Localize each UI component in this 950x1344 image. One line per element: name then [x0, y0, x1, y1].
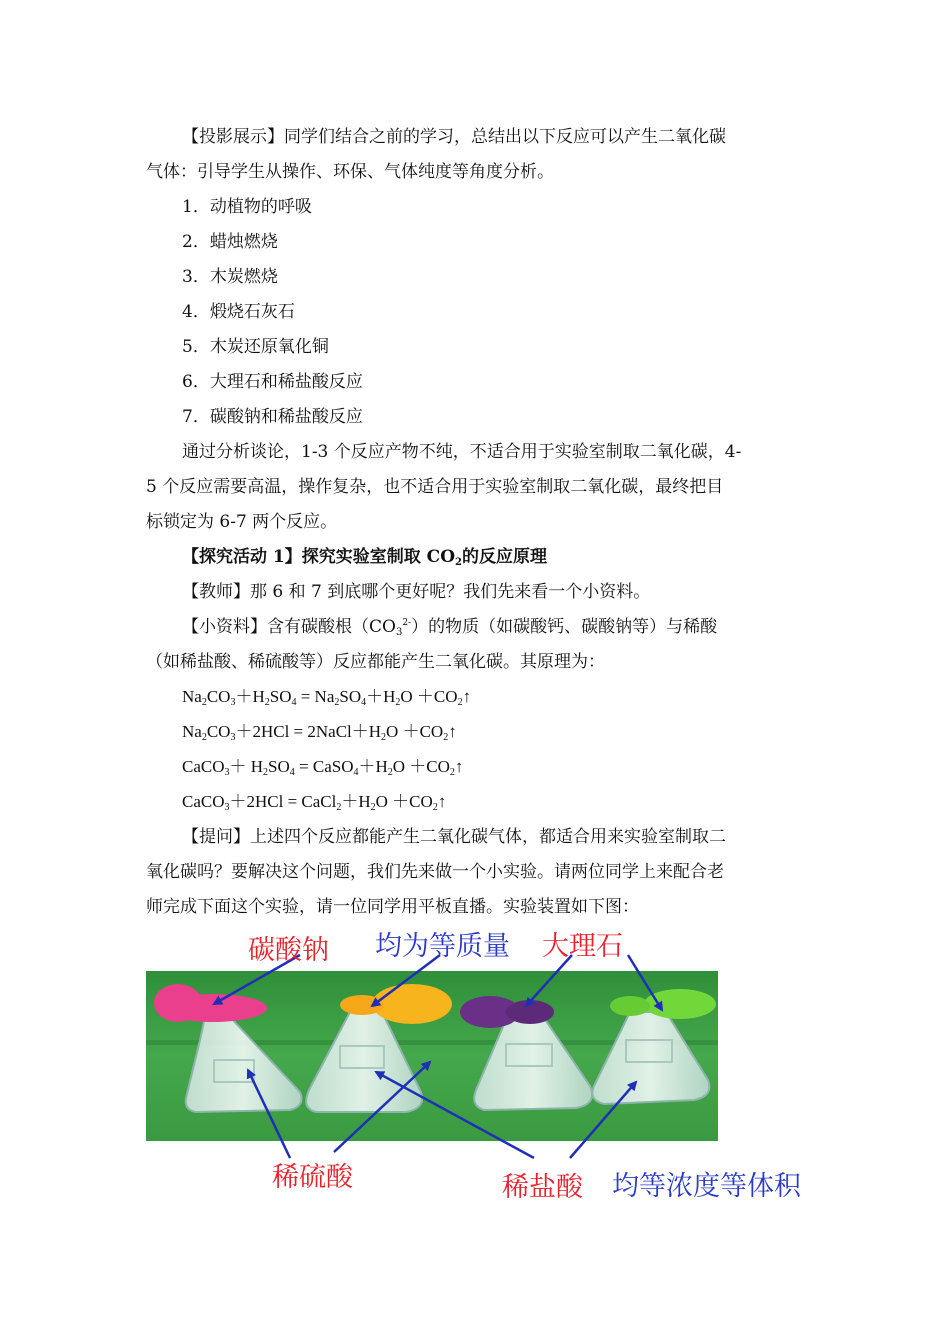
equation-4: CaCO$_3$＋2HCl = $CaCl_2+H_2O$ $+CO_2↑$ [182, 792, 447, 813]
para-question-line3: 师完成下面这个实验，请一位同学用平板直播。实验装置如下图： [146, 897, 639, 917]
para-analysis-line3: 标锁定为 6-7 两个反应。 [146, 512, 338, 532]
list-item: 6．大理石和稀盐酸反应 [182, 372, 363, 392]
balloon-green [644, 989, 716, 1019]
balloon-yellow-base [340, 995, 384, 1015]
para-info-line2: （如稀盐酸、稀硫酸等）反应都能产生二氧化碳。其原理为： [146, 652, 605, 672]
balloon-purple-base [506, 1000, 554, 1024]
para-projection-line1: 【投影展示】同学们结合之前的学习，总结出以下反应可以产生二氧化碳 [182, 127, 726, 147]
balloon-green-base [610, 996, 650, 1016]
list-item: 5．木炭还原氧化铜 [182, 337, 329, 357]
label-equal-concentration-volume: 均等浓度等体积 [612, 1171, 801, 1202]
para-info-line1: 【小资料】含有碳酸根$(CO_3^{2-})$的物质（如碳酸钙、碳酸钠等）与稀酸 [182, 617, 718, 638]
para-teacher: 【教师】那 6 和 7 到底哪个更好呢？我们先来看一个小资料。 [182, 582, 651, 602]
list-item: 7．碳酸钠和稀盐酸反应 [182, 407, 363, 427]
label-equal-mass: 均为等质量 [375, 931, 510, 962]
para-projection-line2: 气体：引导学生从操作、环保、气体纯度等角度分析。 [146, 162, 554, 182]
list-item: 4．煅烧石灰石 [182, 302, 295, 322]
list-item: 1．动植物的呼吸 [182, 197, 312, 217]
list-item: 2．蜡烛燃烧 [182, 232, 278, 252]
balloon-pink-tip [154, 984, 202, 1022]
equation-3: CaCO$_3$＋ $H_2SO_4$ = $CaSO_4+H_2O$ $+CO_2↑$ [182, 757, 464, 778]
equation-2: $Na_2CO_3+2HCl$ = $2NaCl+H_2O$ $+CO_2↑$ [182, 722, 457, 743]
para-analysis-line2: 5 个反应需要高温，操作复杂，也不适合用于实验室制取二氧化碳，最终把目 [146, 477, 724, 497]
balloon-yellow [372, 984, 452, 1024]
equation-1: $Na_2CO_3+H_2SO_4 = Na_2SO_4+H_2O$ $+CO_2↑$ [182, 687, 472, 708]
para-question-line1: 【提问】上述四个反应都能产生二氧化碳气体，都适合用来实验室制取二 [182, 827, 726, 847]
para-analysis-line1: 通过分析谈论，1-3 个反应产物不纯，不适合用于实验室制取二氧化碳，4- [182, 442, 742, 462]
section-heading: 【探究活动 1】探究实验室制取 $CO_2$的反应原理 [182, 547, 547, 568]
label-marble: 大理石 [542, 931, 623, 962]
para-question-line2: 氧化碳吗？要解决这个问题，我们先来做一个小实验。请两位同学上来配合老 [146, 862, 724, 882]
label-dilute-sulfuric-acid: 稀硫酸 [272, 1162, 353, 1193]
label-dilute-hydrochloric-acid: 稀盐酸 [502, 1172, 583, 1203]
list-item: 3．木炭燃烧 [182, 267, 278, 287]
label-sodium-carbonate: 碳酸钠 [248, 935, 329, 966]
